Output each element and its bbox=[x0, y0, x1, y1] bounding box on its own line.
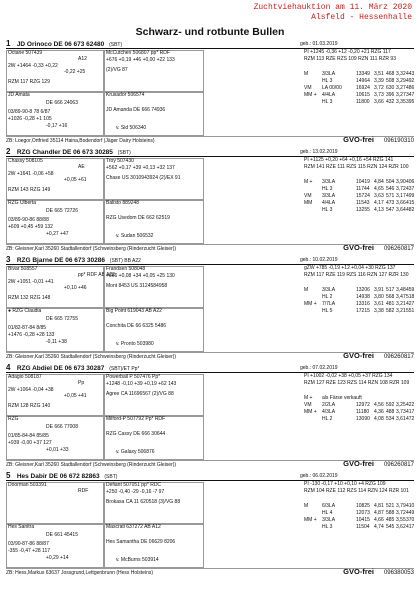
sire-line2: AE bbox=[78, 164, 85, 170]
breeder: ZB: Gleisner,Karl 35260 Stadtallendorf (Schweinsberg (Rinderzucht Gleiser)) bbox=[6, 246, 177, 252]
mgs-stats: +250 -0,40 -29 -0,16 -7 97 bbox=[106, 489, 165, 495]
dam-lactation: +0,01 +33 bbox=[46, 447, 69, 453]
lactation-cell: 3,72 bbox=[374, 85, 384, 91]
sire-line2: Pp bbox=[78, 380, 85, 386]
pedigree bbox=[6, 482, 302, 568]
lactation-cell: 7/7LA bbox=[322, 301, 336, 307]
sire-stats: +0,05 +61 bbox=[64, 177, 87, 183]
mgs-rzm: Chase US 3010943924 (2)/EX 91 bbox=[106, 175, 181, 181]
lactation-cell: 3,38 bbox=[374, 308, 384, 314]
birth-date: geb.: 01.03.2019 bbox=[300, 41, 338, 47]
sire-name: Bivar 508557 bbox=[8, 266, 38, 272]
bull-name: JD Orinoco DE 06 673 62480 bbox=[16, 41, 105, 48]
pi-indices: RZM 104 RZE 112 RZS 114 RZN 124 RZR 101 bbox=[304, 488, 409, 494]
lactation-cell: 13255 bbox=[356, 207, 370, 213]
ggs-name: v. Galaxy 506876 bbox=[116, 449, 155, 455]
sire-name: Octane 507439 bbox=[8, 50, 43, 56]
lactation-cell: VM bbox=[304, 85, 312, 91]
breeder: ZB: Gleisner,Karl 35260 Stadtallendorf (Schweinsberg (Rinderzucht Gleiser)) bbox=[6, 462, 177, 468]
pedigree bbox=[6, 158, 302, 244]
mgd-name: Balisto 889248 bbox=[106, 200, 140, 206]
lactation-cell: 415 bbox=[406, 200, 415, 206]
lactation-cell: HL 3 bbox=[322, 524, 333, 530]
gvo-label: GVO-frei bbox=[343, 567, 374, 576]
ggs-name: v. Pronto 503980 bbox=[116, 341, 154, 347]
dam2-name: RZG Usedom DE 662 62519 bbox=[106, 215, 170, 221]
lactation-cell: 12972 bbox=[356, 402, 370, 408]
lactation-cell: 3,90 bbox=[396, 179, 406, 185]
lactation-cell: 395 bbox=[406, 99, 415, 105]
sire-rzm: RZM 143 RZG 149 bbox=[8, 187, 51, 193]
bull-footer bbox=[6, 352, 414, 362]
bull-header bbox=[6, 472, 414, 481]
lactation-cell: 3,17 bbox=[396, 193, 406, 199]
birth-date: geb.: 10.02.2019 bbox=[300, 257, 338, 263]
dam-lactation: 01/82-87-84 8/85 bbox=[8, 325, 47, 331]
lactation-cell: 588 bbox=[386, 510, 395, 516]
lactation-cell: HL 3 bbox=[322, 186, 333, 192]
lactation-cell: 370 bbox=[406, 517, 415, 523]
lactation-cell: 551 bbox=[406, 308, 415, 314]
lactation-cell: 3,73 bbox=[374, 92, 384, 98]
lactation-cell: 504 bbox=[386, 179, 395, 185]
lot-number: 3 bbox=[6, 255, 11, 264]
auction-location: Alsfeld - Hessenhalle bbox=[311, 13, 412, 22]
lactation-cell: 486 bbox=[406, 85, 415, 91]
lactation-cell: 13206 bbox=[356, 287, 370, 293]
lactation-cell: 568 bbox=[386, 294, 395, 300]
pedigree bbox=[6, 50, 302, 136]
dam-name: JD Amata bbox=[8, 92, 30, 98]
pi-values: PI +1245 -0,36 +12 -0,20 +21 RZG 117 bbox=[304, 49, 391, 55]
lactation-cell: 3,91 bbox=[374, 287, 384, 293]
lactation-cell: MM + bbox=[304, 92, 317, 98]
pi-values: gZW +785 -0,19 +12 +0,04 +30 RZG 137 bbox=[304, 265, 396, 271]
dam-lactation: 03/89-90-86 88/88 bbox=[8, 217, 49, 223]
lactation-cell: 3,73 bbox=[396, 409, 406, 415]
dam-id: DE 665 72755 bbox=[46, 316, 78, 322]
dam-id: DE 666 24063 bbox=[46, 100, 78, 106]
bull-name: RZG Bjarne DE 06 673 30286 bbox=[16, 257, 105, 264]
bull-code: 096260817 bbox=[383, 462, 414, 468]
lactation-cell: 3,32 bbox=[396, 71, 406, 77]
bull-tag: (SBT)/ET Pp* bbox=[109, 366, 140, 372]
performance bbox=[304, 266, 414, 352]
lactation-cell: 4/4LA bbox=[322, 92, 336, 98]
lactation-cell: 417 bbox=[406, 409, 415, 415]
lactation-cell: 11504 bbox=[356, 524, 370, 530]
lactation-cell: 449 bbox=[406, 510, 415, 516]
bull-footer bbox=[6, 136, 414, 146]
lactation-cell: M bbox=[304, 287, 309, 293]
gvo-label: GVO-frei bbox=[343, 459, 374, 468]
sire-rzm: RZM 117 RZG 129 bbox=[8, 79, 50, 85]
dam-lactation: 01/85-84-84 85/85 bbox=[8, 433, 49, 439]
pi-indices: RZM 117 RZE 119 RZS 116 RZN 127 RZR 130 bbox=[304, 272, 409, 278]
lactation-cell: 3/3LA bbox=[322, 517, 336, 523]
dam-lactation: +1026 -0,28 +1 105 bbox=[8, 116, 52, 122]
lactation-cell: 11744 bbox=[356, 186, 370, 192]
sire-stats: 2W +1641 -0,06 +58 bbox=[8, 171, 54, 177]
lactation-cell: MM + bbox=[304, 301, 317, 307]
mgs-rzm: Agree CA 11696567 (2)/VG 88 bbox=[106, 391, 174, 397]
dam-id: DE 665 72726 bbox=[46, 208, 78, 214]
lactation-cell: HL 3 bbox=[322, 207, 333, 213]
bull-entry bbox=[6, 40, 414, 148]
ggs-name: v. McBurns 503914 bbox=[116, 557, 159, 563]
performance bbox=[304, 374, 414, 460]
lactation-cell: als Färse verkauft bbox=[322, 395, 362, 401]
lactation-cell: 630 bbox=[386, 85, 395, 91]
sire-stats: 2W +1051 -0,01 +41 bbox=[8, 279, 54, 285]
sire-stats: +0,05 +41 bbox=[64, 393, 87, 399]
lactation-cell: 4,81 bbox=[374, 503, 384, 509]
lactation-cell: 3,62 bbox=[396, 524, 406, 530]
lactation-cell: VM bbox=[304, 193, 312, 199]
lactation-cell: 3,61 bbox=[374, 301, 384, 307]
lactation-cell: 16924 bbox=[356, 85, 370, 91]
dam2-name: Conchita DE 66 6325 5486 bbox=[106, 323, 167, 329]
mgs-stats: +1248 -0,10 +39 +0,19 +62 143 bbox=[106, 381, 177, 387]
lactation-cell: 3,51 bbox=[374, 71, 384, 77]
performance bbox=[304, 50, 414, 136]
lactation-cell: HL 5 bbox=[322, 308, 333, 314]
bull-header bbox=[6, 40, 414, 49]
lactation-cell: 2/2LA bbox=[322, 402, 336, 408]
mgs-name: Frandsen 508048 bbox=[106, 266, 146, 272]
mgs-name: Powerball P 507476 Pp* bbox=[106, 374, 161, 380]
bull-header bbox=[6, 256, 414, 265]
lactation-cell: 545 bbox=[386, 524, 395, 530]
lactation-cell: 4,65 bbox=[374, 186, 384, 192]
lactation-cell: 3/3LA bbox=[322, 193, 336, 199]
lactation-cell: 3,72 bbox=[396, 510, 406, 516]
lactation-cell: 432 bbox=[386, 99, 395, 105]
lactation-cell: 468 bbox=[386, 71, 395, 77]
sire-line2: pp* RDF AB A22 bbox=[78, 272, 115, 278]
sire-stats: -0,22 +25 bbox=[64, 69, 86, 75]
pi-values: PI +1002 -0,02 +38 +0,05 +37 RZG 134 bbox=[304, 373, 393, 379]
dam2-name: Hes Samantha DE 06629 8206 bbox=[106, 539, 176, 545]
pi-values: PI +1125 +0,20 +64 +0,16 +54 RZG 141 bbox=[304, 157, 394, 163]
lactation-cell: 11543 bbox=[356, 200, 370, 206]
sire-stats: +0,10 +46 bbox=[64, 285, 87, 291]
lactation-cell: 508 bbox=[386, 78, 395, 84]
lactation-cell: 10415 bbox=[356, 517, 370, 523]
lactation-cell: 3,39 bbox=[374, 78, 384, 84]
dam-id: DE 661 45415 bbox=[46, 532, 78, 538]
lactation-cell: 17215 bbox=[356, 308, 370, 314]
pi-indices: RZM 127 RZE 123 RZS 114 RZN 108 RZR 109 bbox=[304, 380, 410, 386]
auction-title: Zuchtviehauktion am 11. März 2020 bbox=[253, 3, 412, 12]
lactation-cell: 571 bbox=[386, 193, 395, 199]
page-title: Schwarz- und rotbunte Bullen bbox=[135, 26, 285, 38]
bull-name: RZG Abdiel DE 06 673 30287 bbox=[16, 365, 105, 372]
lactation-cell: 3,66 bbox=[396, 200, 406, 206]
bull-header bbox=[6, 364, 414, 373]
lactation-cell: 4,36 bbox=[374, 409, 384, 415]
breeder: ZB: Hess,Markus 63637 Jossgrund,Lettgenbrunn (Hess Holsteins) bbox=[6, 570, 154, 576]
birth-date: geb.: 06.02.2019 bbox=[300, 473, 338, 479]
pi-indices: RZM 113 RZE RZS 109 RZN 111 RZR 93 bbox=[304, 56, 396, 62]
sire-name: Chassy 508105 bbox=[8, 158, 43, 164]
bull-tag: (SBT) bbox=[109, 42, 123, 48]
lactation-cell: 422 bbox=[406, 402, 415, 408]
dam-lactation: +939 -0,00 +37 127 bbox=[8, 440, 52, 446]
lactation-cell: 4,74 bbox=[374, 524, 384, 530]
breeder: ZB: Loegor,Ortfried 35114 Haina,Bodendorf (Jäger Dairy Holsteins) bbox=[6, 138, 155, 144]
performance bbox=[304, 482, 414, 568]
dam-name: ● RZG Claudia bbox=[8, 308, 42, 314]
lactation-cell: 546 bbox=[386, 186, 395, 192]
lactation-cell: 4,87 bbox=[374, 510, 384, 516]
birth-date: geb.: 07.02.2019 bbox=[300, 365, 338, 371]
lactation-cell: HL 3 bbox=[322, 78, 333, 84]
bull-code: 096260817 bbox=[383, 354, 414, 360]
lactation-cell: 3/3LA bbox=[322, 179, 336, 185]
lactation-cell: 3,35 bbox=[396, 99, 406, 105]
lactation-cell: 3,55 bbox=[396, 517, 406, 523]
lactation-cell: 417 bbox=[406, 524, 415, 530]
lactation-cell: 459 bbox=[406, 287, 415, 293]
lactation-cell: 473 bbox=[386, 200, 395, 206]
dam-name: RZG bbox=[8, 416, 19, 422]
bull-tag: (SBT) bbox=[104, 474, 118, 480]
lactation-cell: 517 bbox=[386, 287, 395, 293]
lactation-cell: VM bbox=[304, 402, 312, 408]
lactation-cell: 3,80 bbox=[374, 294, 384, 300]
dam2-name: JD Amanda DE 666 74936 bbox=[106, 107, 166, 113]
page-header bbox=[254, 3, 412, 23]
dam-lactation: -0,11 +38 bbox=[46, 339, 67, 345]
lactation-cell: 472 bbox=[406, 416, 415, 422]
lactation-cell: 3,27 bbox=[396, 85, 406, 91]
mgd-name: Krusador 506574 bbox=[106, 92, 145, 98]
bull-entry bbox=[6, 148, 414, 256]
lactation-cell: 3,66 bbox=[374, 99, 384, 105]
lactation-cell: 534 bbox=[386, 416, 395, 422]
lactation-cell: 410 bbox=[406, 503, 415, 509]
lactation-cell: 3,48 bbox=[396, 287, 406, 293]
sire-line2: A12 bbox=[78, 56, 87, 62]
lactation-cell: 13349 bbox=[356, 71, 370, 77]
lactation-cell: 6/3LA bbox=[322, 503, 336, 509]
lactation-cell: M bbox=[304, 503, 309, 509]
lactation-cell: 13316 bbox=[356, 301, 370, 307]
sire-line2: RDF bbox=[78, 488, 89, 494]
mgd-name: Mascrati 637272 AB A12 bbox=[106, 524, 161, 530]
mgs-rzm: (2)/VG 87 bbox=[106, 67, 128, 73]
mgs-stats: +676 +0,19 +46 +0,00 +22 133 bbox=[106, 57, 175, 63]
lactation-cell: 15724 bbox=[356, 193, 370, 199]
dam-name: Hes Sanitra bbox=[8, 524, 35, 530]
lactation-cell: 582 bbox=[386, 308, 395, 314]
lactation-cell: 547 bbox=[386, 207, 395, 213]
gvo-label: GVO-frei bbox=[343, 351, 374, 360]
mgs-stats: +666 +0,08 +34 +0,05 +25 130 bbox=[106, 273, 175, 279]
lactation-cell: LA 00/00 bbox=[322, 85, 342, 91]
lactation-cell: MM + bbox=[304, 517, 317, 523]
lactation-cell: 488 bbox=[386, 409, 395, 415]
lactation-cell: 4/4LA bbox=[322, 200, 336, 206]
pi-indices: RZM 141 RZE 111 RZS 115 RZN 124 RZR 100 bbox=[304, 164, 409, 170]
sire-rzm: RZM 128 RZG 140 bbox=[8, 403, 51, 409]
dam-lactation: 03/89-90-8 78 6/87 bbox=[8, 109, 51, 115]
bull-code: 096260817 bbox=[383, 246, 414, 252]
dam-name: RZG Ulberta bbox=[8, 200, 37, 206]
ggs-name: v. Sudan 506532 bbox=[116, 233, 154, 239]
bull-footer bbox=[6, 568, 414, 578]
dam-lactation: +1476 -0,28 +28 133 bbox=[8, 332, 55, 338]
lactation-cell: 396 bbox=[386, 92, 395, 98]
breeder: ZB: Gleisner,Karl 35260 Stadtallendorf (Schweinsberg (Rinderzucht Gleiser)) bbox=[6, 354, 177, 360]
lactation-cell: 14964 bbox=[356, 78, 370, 84]
lactation-cell: 4/3LA bbox=[322, 409, 336, 415]
lactation-cell: M + bbox=[304, 395, 313, 401]
lactation-cell: 3,29 bbox=[396, 78, 406, 84]
sire-stats: 2W +1064 -0,04 +38 bbox=[8, 387, 54, 393]
dam-lactation: +0,29 +14 bbox=[46, 555, 69, 561]
lactation-cell: M bbox=[304, 71, 309, 77]
lactation-cell: MM + bbox=[304, 409, 317, 415]
mgs-stats: +562 +0,17 +39 +0,13 +32 137 bbox=[106, 165, 175, 171]
dam-lactation: +0,27 +47 bbox=[46, 231, 69, 237]
lactation-cell: 482 bbox=[406, 207, 415, 213]
bull-footer bbox=[6, 460, 414, 470]
lactation-cell: 521 bbox=[386, 503, 395, 509]
sire-stats: 2W +1464 -0,33 +0,22 bbox=[8, 63, 58, 69]
lactation-cell: 3,61 bbox=[396, 416, 406, 422]
mgs-name: Defiant 507051 pp* RDC bbox=[106, 482, 162, 488]
bull-tag: (SBT) bbox=[117, 150, 131, 156]
dam-lactation: -0,17 +16 bbox=[46, 123, 68, 129]
mgd-name: Milford-P 507792 Pp* RDF bbox=[106, 416, 166, 422]
lot-number: 4 bbox=[6, 363, 11, 372]
bull-code: 096380053 bbox=[383, 570, 414, 576]
lactation-cell: 3/3LA bbox=[322, 287, 336, 293]
lactation-cell: 3,21 bbox=[396, 301, 406, 307]
lactation-cell: 3/3LA bbox=[322, 71, 336, 77]
lactation-cell: 443 bbox=[406, 71, 415, 77]
lactation-cell: 3,63 bbox=[374, 193, 384, 199]
lactation-cell: 4,56 bbox=[374, 402, 384, 408]
lactation-cell: 3,25 bbox=[396, 402, 406, 408]
mgs-name: Troy 507430 bbox=[106, 158, 134, 164]
bull-entry bbox=[6, 472, 414, 580]
lactation-cell: 481 bbox=[386, 301, 395, 307]
lactation-cell: 14938 bbox=[356, 294, 370, 300]
dam-lactation: 03/90-87-86 88/87 bbox=[8, 541, 49, 547]
lactation-cell: 4,13 bbox=[374, 207, 384, 213]
mgs-name: McCutchen 506807 pp* RDF bbox=[106, 50, 170, 56]
lactation-cell: 12073 bbox=[356, 510, 370, 516]
pi-values: PI -130 -0,17 +10 +0,10 +4 RZG 109 bbox=[304, 481, 386, 487]
gvo-label: GVO-frei bbox=[343, 243, 374, 252]
lactation-cell: 3,79 bbox=[396, 503, 406, 509]
lactation-cell: 437 bbox=[406, 186, 415, 192]
sire-rzm: RZM 132 RZG 148 bbox=[8, 295, 51, 301]
lactation-cell: 492 bbox=[406, 78, 415, 84]
lactation-cell: 518 bbox=[406, 294, 415, 300]
lactation-cell: 4,17 bbox=[374, 200, 384, 206]
lactation-cell: 10615 bbox=[356, 92, 370, 98]
sire-name: Adagio 508187 bbox=[8, 374, 42, 380]
lactation-cell: 3,47 bbox=[396, 294, 406, 300]
dam-lactation: +609 +0,45 +59 132 bbox=[8, 224, 53, 230]
dam-lactation: -355 -0,47 +28 117 bbox=[8, 548, 51, 554]
lactation-cell: 427 bbox=[406, 301, 415, 307]
bull-name: RZG Chandler DE 06 673 30285 bbox=[16, 149, 113, 156]
performance bbox=[304, 158, 414, 244]
lactation-cell: MM bbox=[304, 200, 313, 206]
lot-number: 5 bbox=[6, 471, 11, 480]
bull-entry bbox=[6, 256, 414, 364]
lactation-cell: 3,64 bbox=[396, 207, 406, 213]
bull-code: 096190310 bbox=[383, 138, 414, 144]
sire-name: Doorman 503391 bbox=[8, 482, 47, 488]
lactation-cell: 3,72 bbox=[396, 186, 406, 192]
gvo-label: GVO-frei bbox=[343, 135, 374, 144]
dam2-name: RZG Cassy DE 666 30644 bbox=[106, 431, 166, 437]
lactation-cell: HL 3 bbox=[322, 99, 333, 105]
mgd-name: Big Point 619043 AB A22 bbox=[106, 308, 162, 314]
bull-header bbox=[6, 148, 414, 157]
lactation-cell: 485 bbox=[386, 517, 395, 523]
lactation-cell: 592 bbox=[386, 402, 395, 408]
lot-number: 2 bbox=[6, 147, 11, 156]
lactation-cell: HL 2 bbox=[322, 294, 333, 300]
lactation-cell: M + bbox=[304, 179, 313, 185]
mgs-rzm: Mont 8453 US 3124584958 bbox=[106, 283, 168, 289]
lot-number: 1 bbox=[6, 39, 11, 48]
lactation-cell: 406 bbox=[406, 179, 415, 185]
lactation-cell: 4,08 bbox=[374, 416, 384, 422]
lactation-cell: 10825 bbox=[356, 503, 370, 509]
lactation-cell: 11800 bbox=[356, 99, 370, 105]
lactation-cell: 499 bbox=[406, 193, 415, 199]
pedigree bbox=[6, 266, 302, 352]
bull-footer bbox=[6, 244, 414, 254]
lactation-cell: 11180 bbox=[356, 409, 370, 415]
lactation-cell: 3,27 bbox=[396, 92, 406, 98]
bull-entry bbox=[6, 364, 414, 472]
lactation-cell: 347 bbox=[406, 92, 415, 98]
pedigree bbox=[6, 374, 302, 460]
birth-date: geb.: 13.02.2019 bbox=[300, 149, 338, 155]
lactation-cell: 3,21 bbox=[396, 308, 406, 314]
lactation-cell: 10419 bbox=[356, 179, 370, 185]
bull-tag: (SBT) BB A22 bbox=[109, 258, 141, 264]
lactation-cell: 13090 bbox=[356, 416, 370, 422]
lactation-cell: HL 4 bbox=[322, 510, 333, 516]
lactation-cell: 4,84 bbox=[374, 179, 384, 185]
mgs-rzm: Brokasa CA 11 620518 (3)/VG 88 bbox=[106, 499, 181, 505]
lactation-cell: 4,66 bbox=[374, 517, 384, 523]
ggs-name: v. Sid 506340 bbox=[116, 125, 147, 131]
dam-id: DE 666 77008 bbox=[46, 424, 78, 430]
lactation-cell: HL 2 bbox=[322, 416, 333, 422]
bull-name: Hes Dabir DE 06 672 82863 bbox=[16, 473, 100, 480]
